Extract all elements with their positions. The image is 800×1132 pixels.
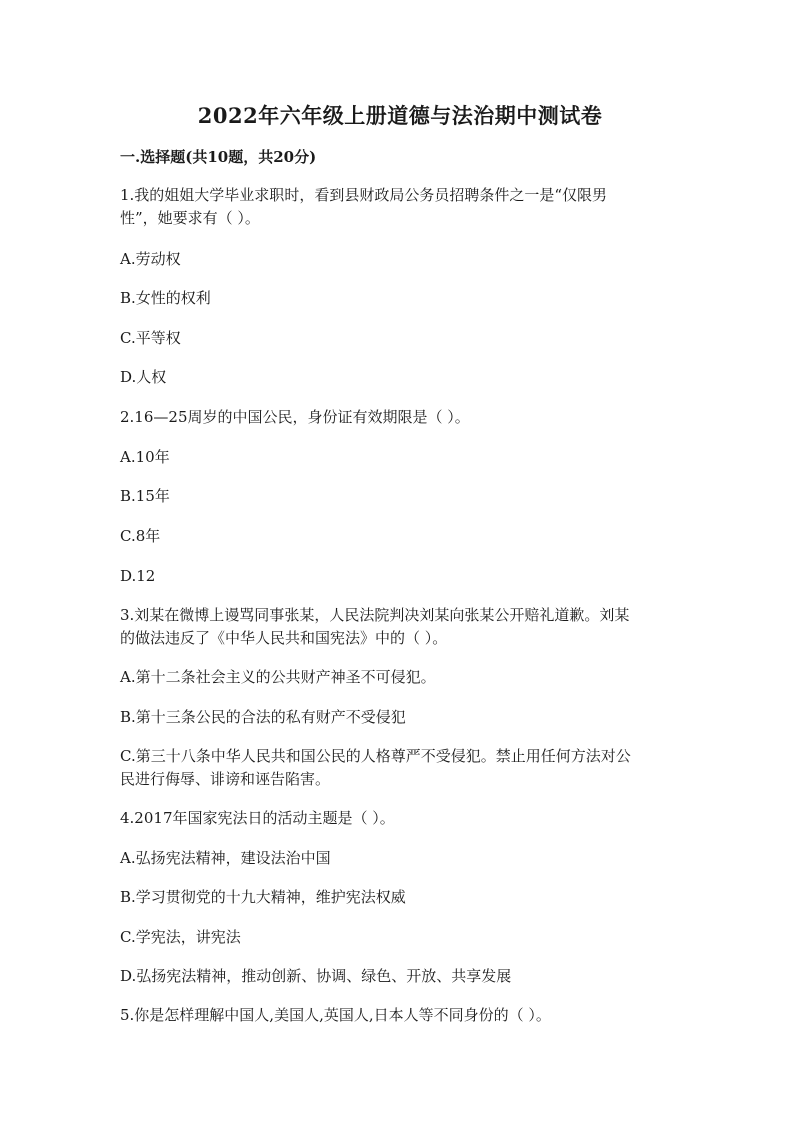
question-1-option-a: A.劳动权: [120, 250, 181, 268]
question-2-option-d: D.12: [120, 567, 156, 585]
question-3-option-b: B.第十三条公民的合法的私有财产不受侵犯: [120, 708, 406, 726]
question-5-stem: 5.你是怎样理解中国人,美国人,英国人,日本人等不同身份的（ ）。: [120, 1006, 551, 1024]
question-4-option-c: C.学宪法，讲宪法: [120, 928, 241, 946]
question-4-option-b: B.学习贯彻党的十九大精神，维护宪法权威: [120, 888, 406, 906]
question-1-stem-line-1: 1.我的姐姐大学毕业求职时，看到县财政局公务员招聘条件之一是“仅限男: [120, 186, 607, 204]
question-1-stem-line-2: 性”，她要求有（ ）。: [120, 209, 260, 227]
question-2-stem: 2.16—25周岁的中国公民，身份证有效期限是（ ）。: [120, 408, 470, 426]
section-heading: 一.选择题(共10题，共20分): [120, 148, 317, 166]
question-3-option-c-line-1: C.第三十八条中华人民共和国公民的人格尊严不受侵犯。禁止用任何方法对公: [120, 747, 631, 765]
question-2-option-b: B.15年: [120, 487, 170, 505]
question-3-stem-line-1: 3.刘某在微博上谩骂同事张某，人民法院判决刘某向张某公开赔礼道歉。刘某: [120, 606, 630, 624]
question-4-stem: 4.2017年国家宪法日的活动主题是（ ）。: [120, 809, 395, 827]
question-1-option-d: D.人权: [120, 368, 167, 386]
question-4-option-a: A.弘扬宪法精神，建设法治中国: [120, 849, 331, 867]
question-2-option-a: A.10年: [120, 448, 170, 466]
page-title: 2022年六年级上册道德与法治期中测试卷: [197, 103, 603, 128]
question-4-option-d: D.弘扬宪法精神，推动创新、协调、绿色、开放、共享发展: [120, 967, 512, 985]
question-3-option-c-line-2: 民进行侮辱、诽谤和诬告陷害。: [120, 770, 331, 788]
question-1-option-b: B.女性的权利: [120, 289, 211, 307]
question-3-stem-line-2: 的做法违反了《中华人民共和国宪法》中的（ ）。: [120, 629, 448, 647]
question-1-option-c: C.平等权: [120, 329, 181, 347]
question-2-option-c: C.8年: [120, 527, 161, 545]
question-3-option-a: A.第十二条社会主义的公共财产神圣不可侵犯。: [120, 668, 436, 686]
